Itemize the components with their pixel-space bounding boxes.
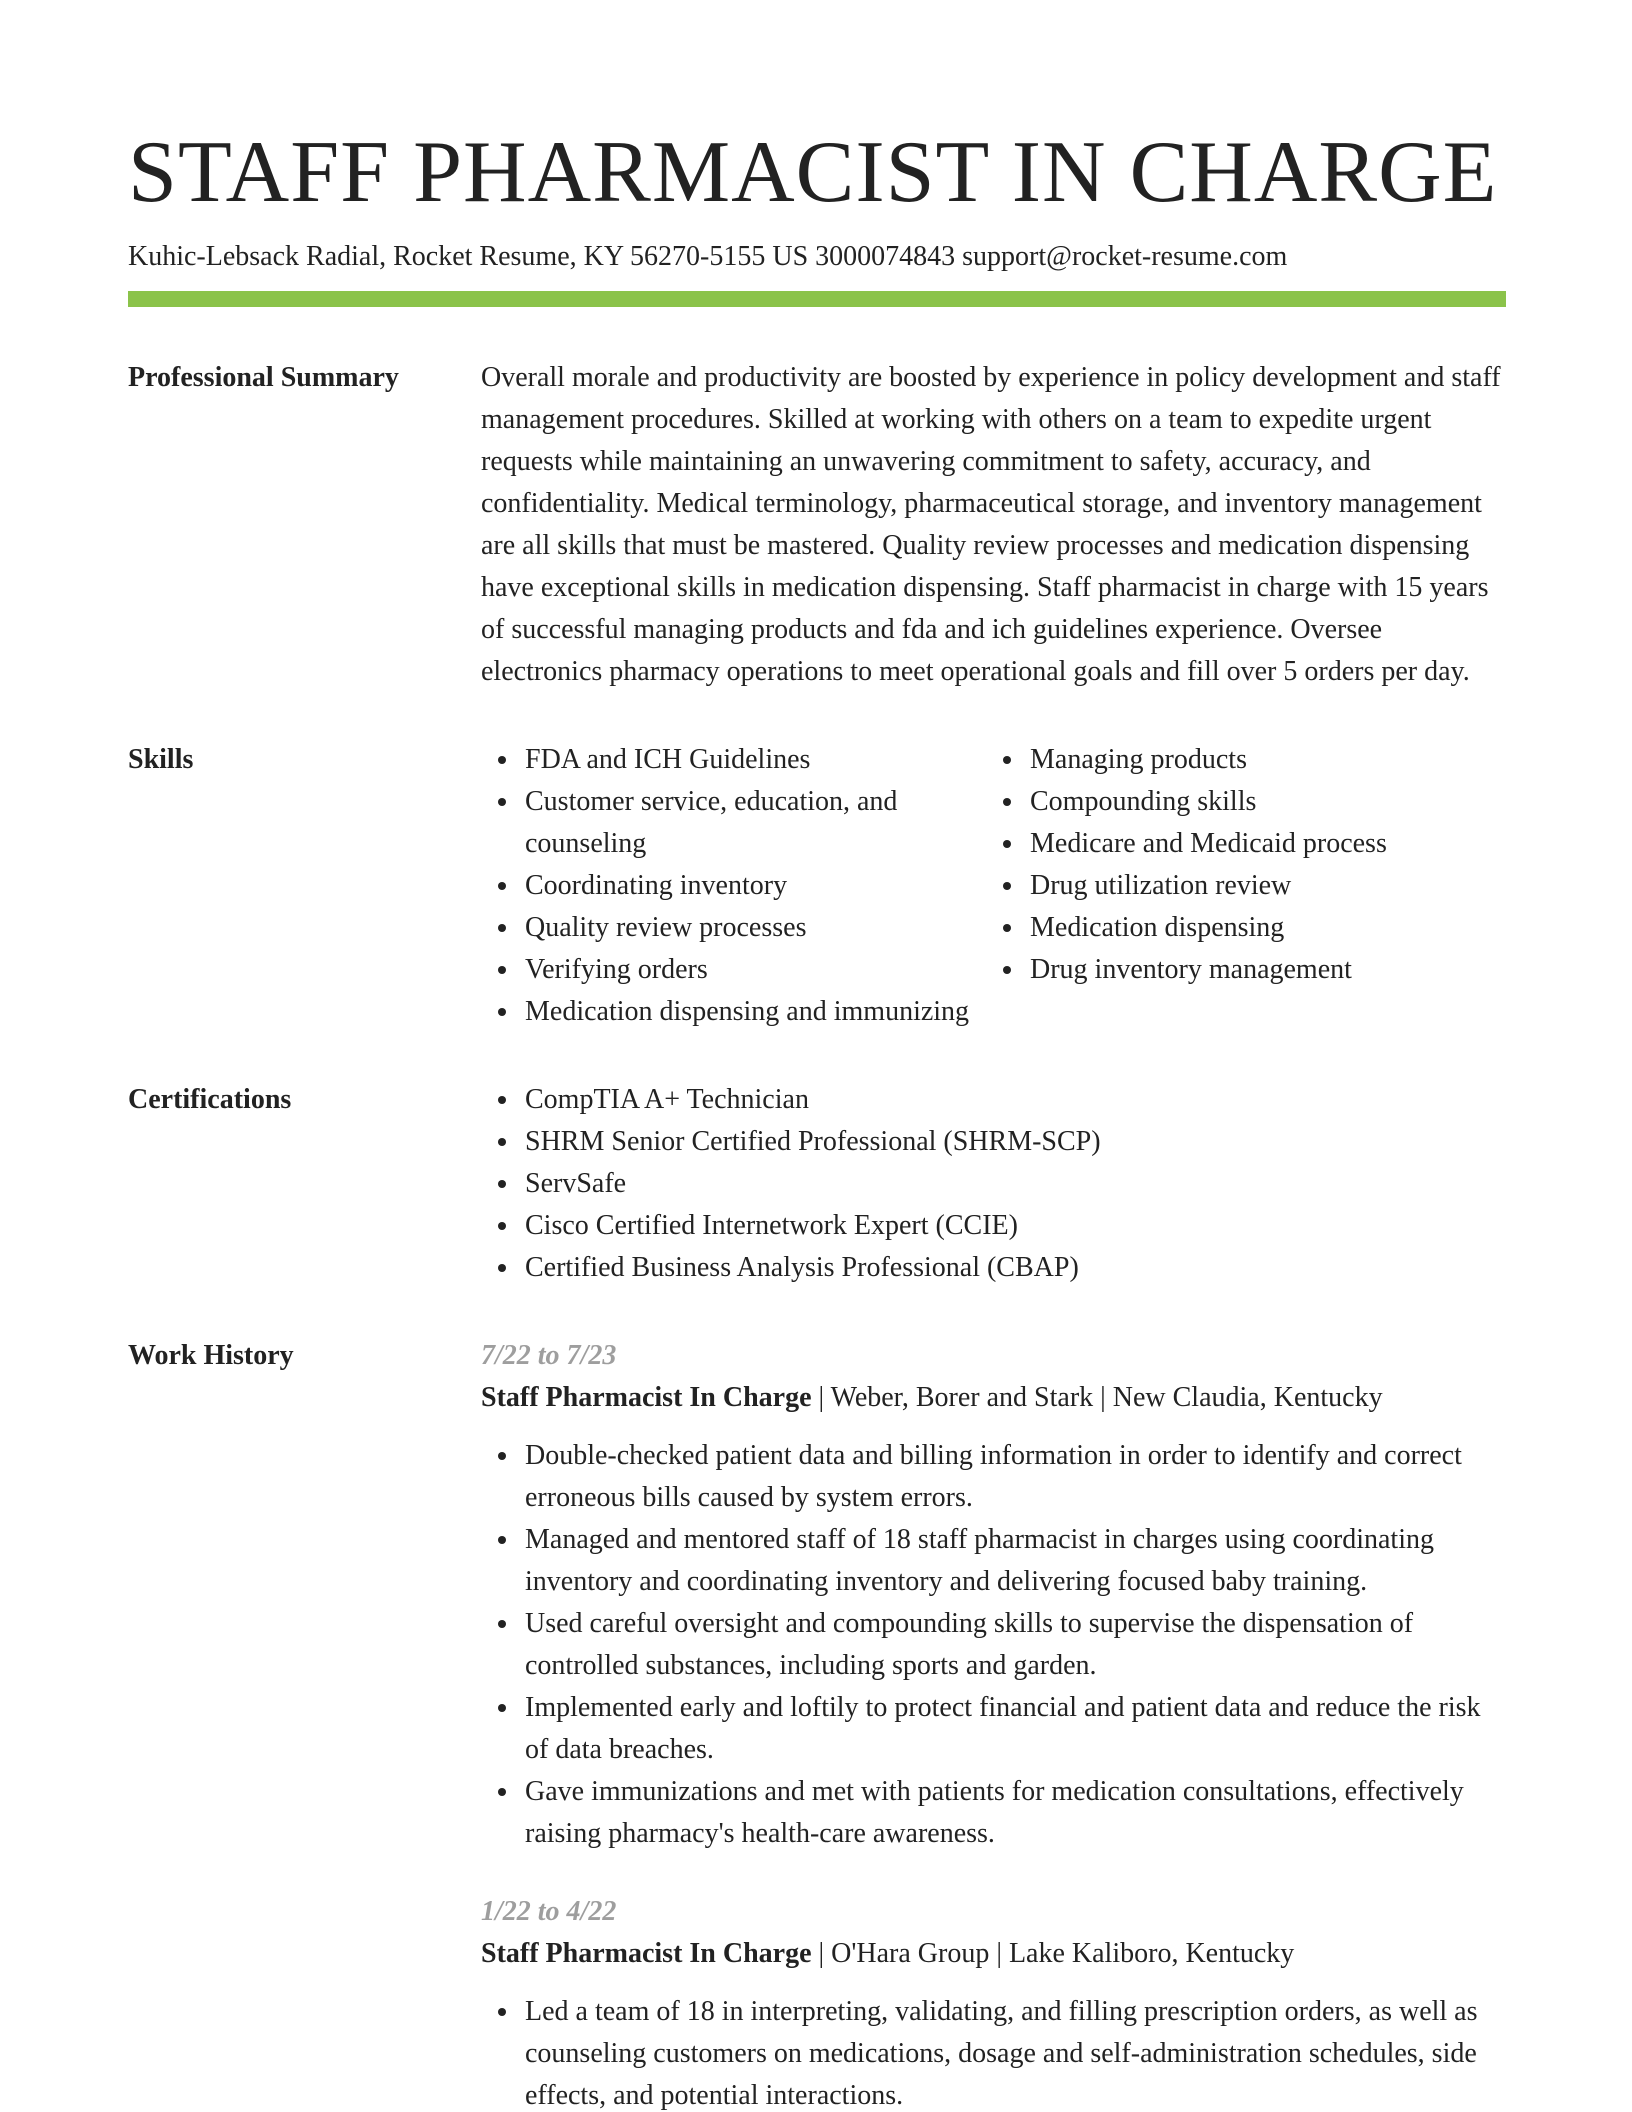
certification-item: CompTIA A+ Technician (481, 1079, 1506, 1121)
contact-line: Kuhic-Lebsack Radial, Rocket Resume, KY 56270-5155 US 3000074843 support@rocket-resume.com (128, 241, 1288, 272)
skill-item: Compounding skills (986, 781, 1506, 823)
job-bullet: Gave immunizations and met with patients for medication consultations, effectively raising pharmacy's health-care awareness. (481, 1771, 1506, 1855)
summary-text: Overall morale and productivity are boosted by experience in policy development and staff management procedures. Skilled at working with others on a team to expedite urgent requests while maintaining an unwavering commitment to safety, accuracy, and confidentiality. Medical terminology, pharmaceutical storage, and inventory management are all skills that must be mastered. Quality review processes and medication dispensing have exceptional skills in medication dispensing. Staff pharmacist in charge with 15 years of successful managing products and fda and ich guidelines experience. Oversee electronics pharmacy operations to meet operational goals and fill over 5 orders per day. (481, 362, 1501, 687)
certifications-section (128, 1079, 1506, 1289)
job-bullet: Implemented early and loftily to protect financial and patient data and reduce the risk of data breaches. (481, 1687, 1506, 1771)
skills-list (481, 739, 1506, 1033)
skill-item: Drug inventory management (986, 949, 1506, 991)
job-title: Staff Pharmacist In Charge (481, 1382, 812, 1413)
certifications-list (481, 1079, 1506, 1289)
job-dates: 7/22 to 7/23 (481, 1340, 617, 1371)
header-divider (128, 291, 1506, 307)
skill-item: Medication dispensing (986, 907, 1506, 949)
skill-item: Verifying orders (481, 949, 986, 991)
certification-item: Cisco Certified Internetwork Expert (CCIE) (481, 1205, 1506, 1247)
resume-page (128, 118, 1506, 2112)
skill-item: Medicare and Medicaid process (986, 823, 1506, 865)
work-history-heading: Work History (128, 1340, 294, 1371)
job-entry (481, 1335, 1506, 1855)
job-bullet: Used careful oversight and compounding skills to supervise the dispensation of controlled substances, including sports and garden. (481, 1603, 1506, 1687)
skill-item: Medication dispensing and immunizing (481, 991, 986, 1033)
certification-item: SHRM Senior Certified Professional (SHRM-SCP) (481, 1121, 1506, 1163)
job-entry (481, 1891, 1506, 2112)
skills-column-right (986, 739, 1506, 1033)
skill-item: Coordinating inventory (481, 865, 986, 907)
job-bullet: Double-checked patient data and billing information in order to identify and correct erroneous bills caused by system errors. (481, 1435, 1506, 1519)
job-bullet: Managed and mentored staff of 18 staff pharmacist in charges using coordinating inventory and coordinating inventory and delivering focused baby training. (481, 1519, 1506, 1603)
resume-title: STAFF PHARMACIST IN CHARGE (128, 124, 1498, 221)
work-history-section (128, 1335, 1506, 2112)
skills-heading: Skills (128, 744, 194, 775)
skill-item: FDA and ICH Guidelines (481, 739, 986, 781)
certification-item: ServSafe (481, 1163, 1506, 1205)
job-bullet: Led a team of 18 in interpreting, validating, and filling prescription orders, as well as counseling customers on medications, dosage and self-administration schedules, side effects, and potential interactions. (481, 1991, 1506, 2112)
skills-column-left (481, 739, 986, 1033)
job-heading (481, 1933, 1506, 1975)
job-dates: 1/22 to 4/22 (481, 1896, 617, 1927)
job-responsibilities (481, 1991, 1506, 2112)
certifications-heading: Certifications (128, 1084, 292, 1115)
skills-section (128, 739, 1506, 1033)
job-responsibilities (481, 1435, 1506, 1855)
job-heading (481, 1377, 1506, 1419)
summary-heading: Professional Summary (128, 362, 399, 393)
certification-item: Certified Business Analysis Professional (CBAP) (481, 1247, 1506, 1289)
work-history-list (481, 1335, 1506, 2112)
summary-section (128, 357, 1506, 693)
job-employer-location: | O'Hara Group | Lake Kaliboro, Kentucky (811, 1938, 1295, 1969)
skill-item: Quality review processes (481, 907, 986, 949)
skill-item: Customer service, education, and counseling (481, 781, 986, 865)
skill-item: Drug utilization review (986, 865, 1506, 907)
skill-item: Managing products (986, 739, 1506, 781)
job-employer-location: | Weber, Borer and Stark | New Claudia, Kentucky (811, 1382, 1383, 1413)
job-title: Staff Pharmacist In Charge (481, 1938, 812, 1969)
